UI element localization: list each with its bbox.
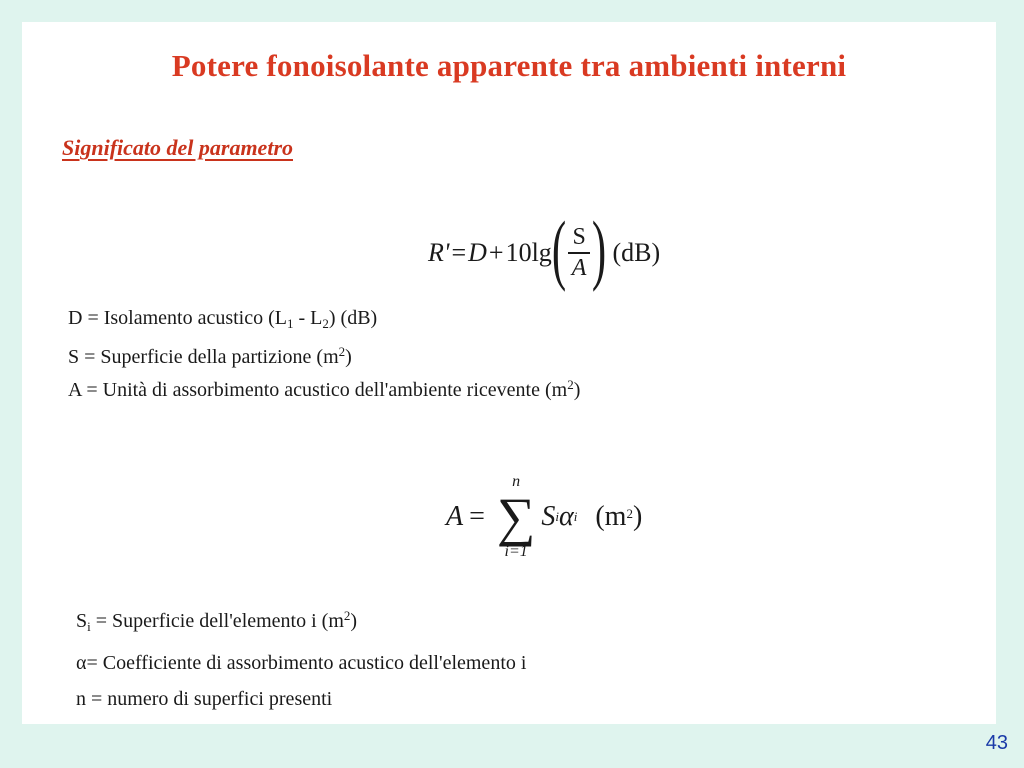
left-paren: ( <box>551 205 566 292</box>
def-d-sub1: 1 <box>287 316 294 331</box>
def-si-sub: i <box>87 619 91 634</box>
formula1-coefficient: 10lg <box>505 238 552 267</box>
fraction-denominator: A <box>571 255 587 281</box>
formula1-lhs: R' <box>428 238 450 267</box>
fraction-numerator: S <box>572 223 586 250</box>
formula1-unit: (dB) <box>612 238 661 267</box>
formula2-unit-pre: (m <box>595 501 627 532</box>
def-n-text: n = numero di superfici presenti <box>76 688 333 710</box>
def-d-mid: - L <box>293 307 323 329</box>
formula1-plus: + <box>488 238 504 267</box>
def-s-text: S = Superficie della partizione (m <box>68 346 339 368</box>
formula1-d: D <box>468 238 487 267</box>
slide-title: Potere fonoisolante apparente tra ambienti interni <box>171 48 847 83</box>
right-paren: ) <box>592 205 607 292</box>
definition-a <box>68 371 580 404</box>
formula2-equals: = <box>469 501 485 532</box>
definitions-list <box>68 304 580 404</box>
formula1-equals: = <box>451 238 467 267</box>
definition-s <box>68 338 580 371</box>
def-si-post: ) <box>350 610 358 632</box>
definition-alpha <box>76 645 526 681</box>
def-a-text: A = Unità di assorbimento acustico dell'ambiente ricevente (m <box>68 379 568 401</box>
definition-n <box>76 681 526 717</box>
def-s-post: ) <box>345 346 352 368</box>
formula-apparent-sound-reduction <box>428 205 661 298</box>
formula-absorption-area <box>446 458 642 576</box>
def-d-sub2: 2 <box>322 316 329 331</box>
def-s-sup: 2 <box>338 344 346 359</box>
def-d-post: ) (dB) <box>328 307 378 329</box>
def-a-post: ) <box>573 379 581 401</box>
formula2-unit-post: ) <box>632 501 643 532</box>
formula2-unit-sup: 2 <box>626 506 633 521</box>
formula2-lhs: A <box>446 501 464 532</box>
formula2-unit <box>595 501 642 533</box>
def-alpha-text: = Coefficiente di assorbimento acustico dell'elemento i <box>86 652 527 674</box>
def-d-text: D = Isolamento acustico (L <box>68 307 287 329</box>
sum-lower-limit: i=1 <box>504 543 528 560</box>
def-si-sup: 2 <box>343 608 351 623</box>
formula2-s-sub: i <box>555 509 560 524</box>
formula2-alpha: α <box>559 501 574 532</box>
def-si-text: = Superficie dell'elemento i (m <box>90 610 344 632</box>
sigma-symbol: ∑ <box>496 487 536 547</box>
definition-si <box>76 598 526 645</box>
formula1-fraction <box>568 225 591 281</box>
def-a-sup: 2 <box>567 377 574 392</box>
formula2-alpha-sub: i <box>573 509 578 524</box>
def-si-symbol: S <box>76 610 88 632</box>
definition-d <box>68 304 580 338</box>
page-number: 43 <box>985 732 1008 754</box>
summation <box>497 473 536 561</box>
def-alpha-symbol: α <box>76 652 87 674</box>
sum-upper-limit: n <box>512 473 521 490</box>
formula2-s: S <box>541 501 556 532</box>
content-panel <box>22 22 996 724</box>
definitions-list-2 <box>76 598 526 717</box>
section-heading: Significato del parametro <box>62 135 293 160</box>
